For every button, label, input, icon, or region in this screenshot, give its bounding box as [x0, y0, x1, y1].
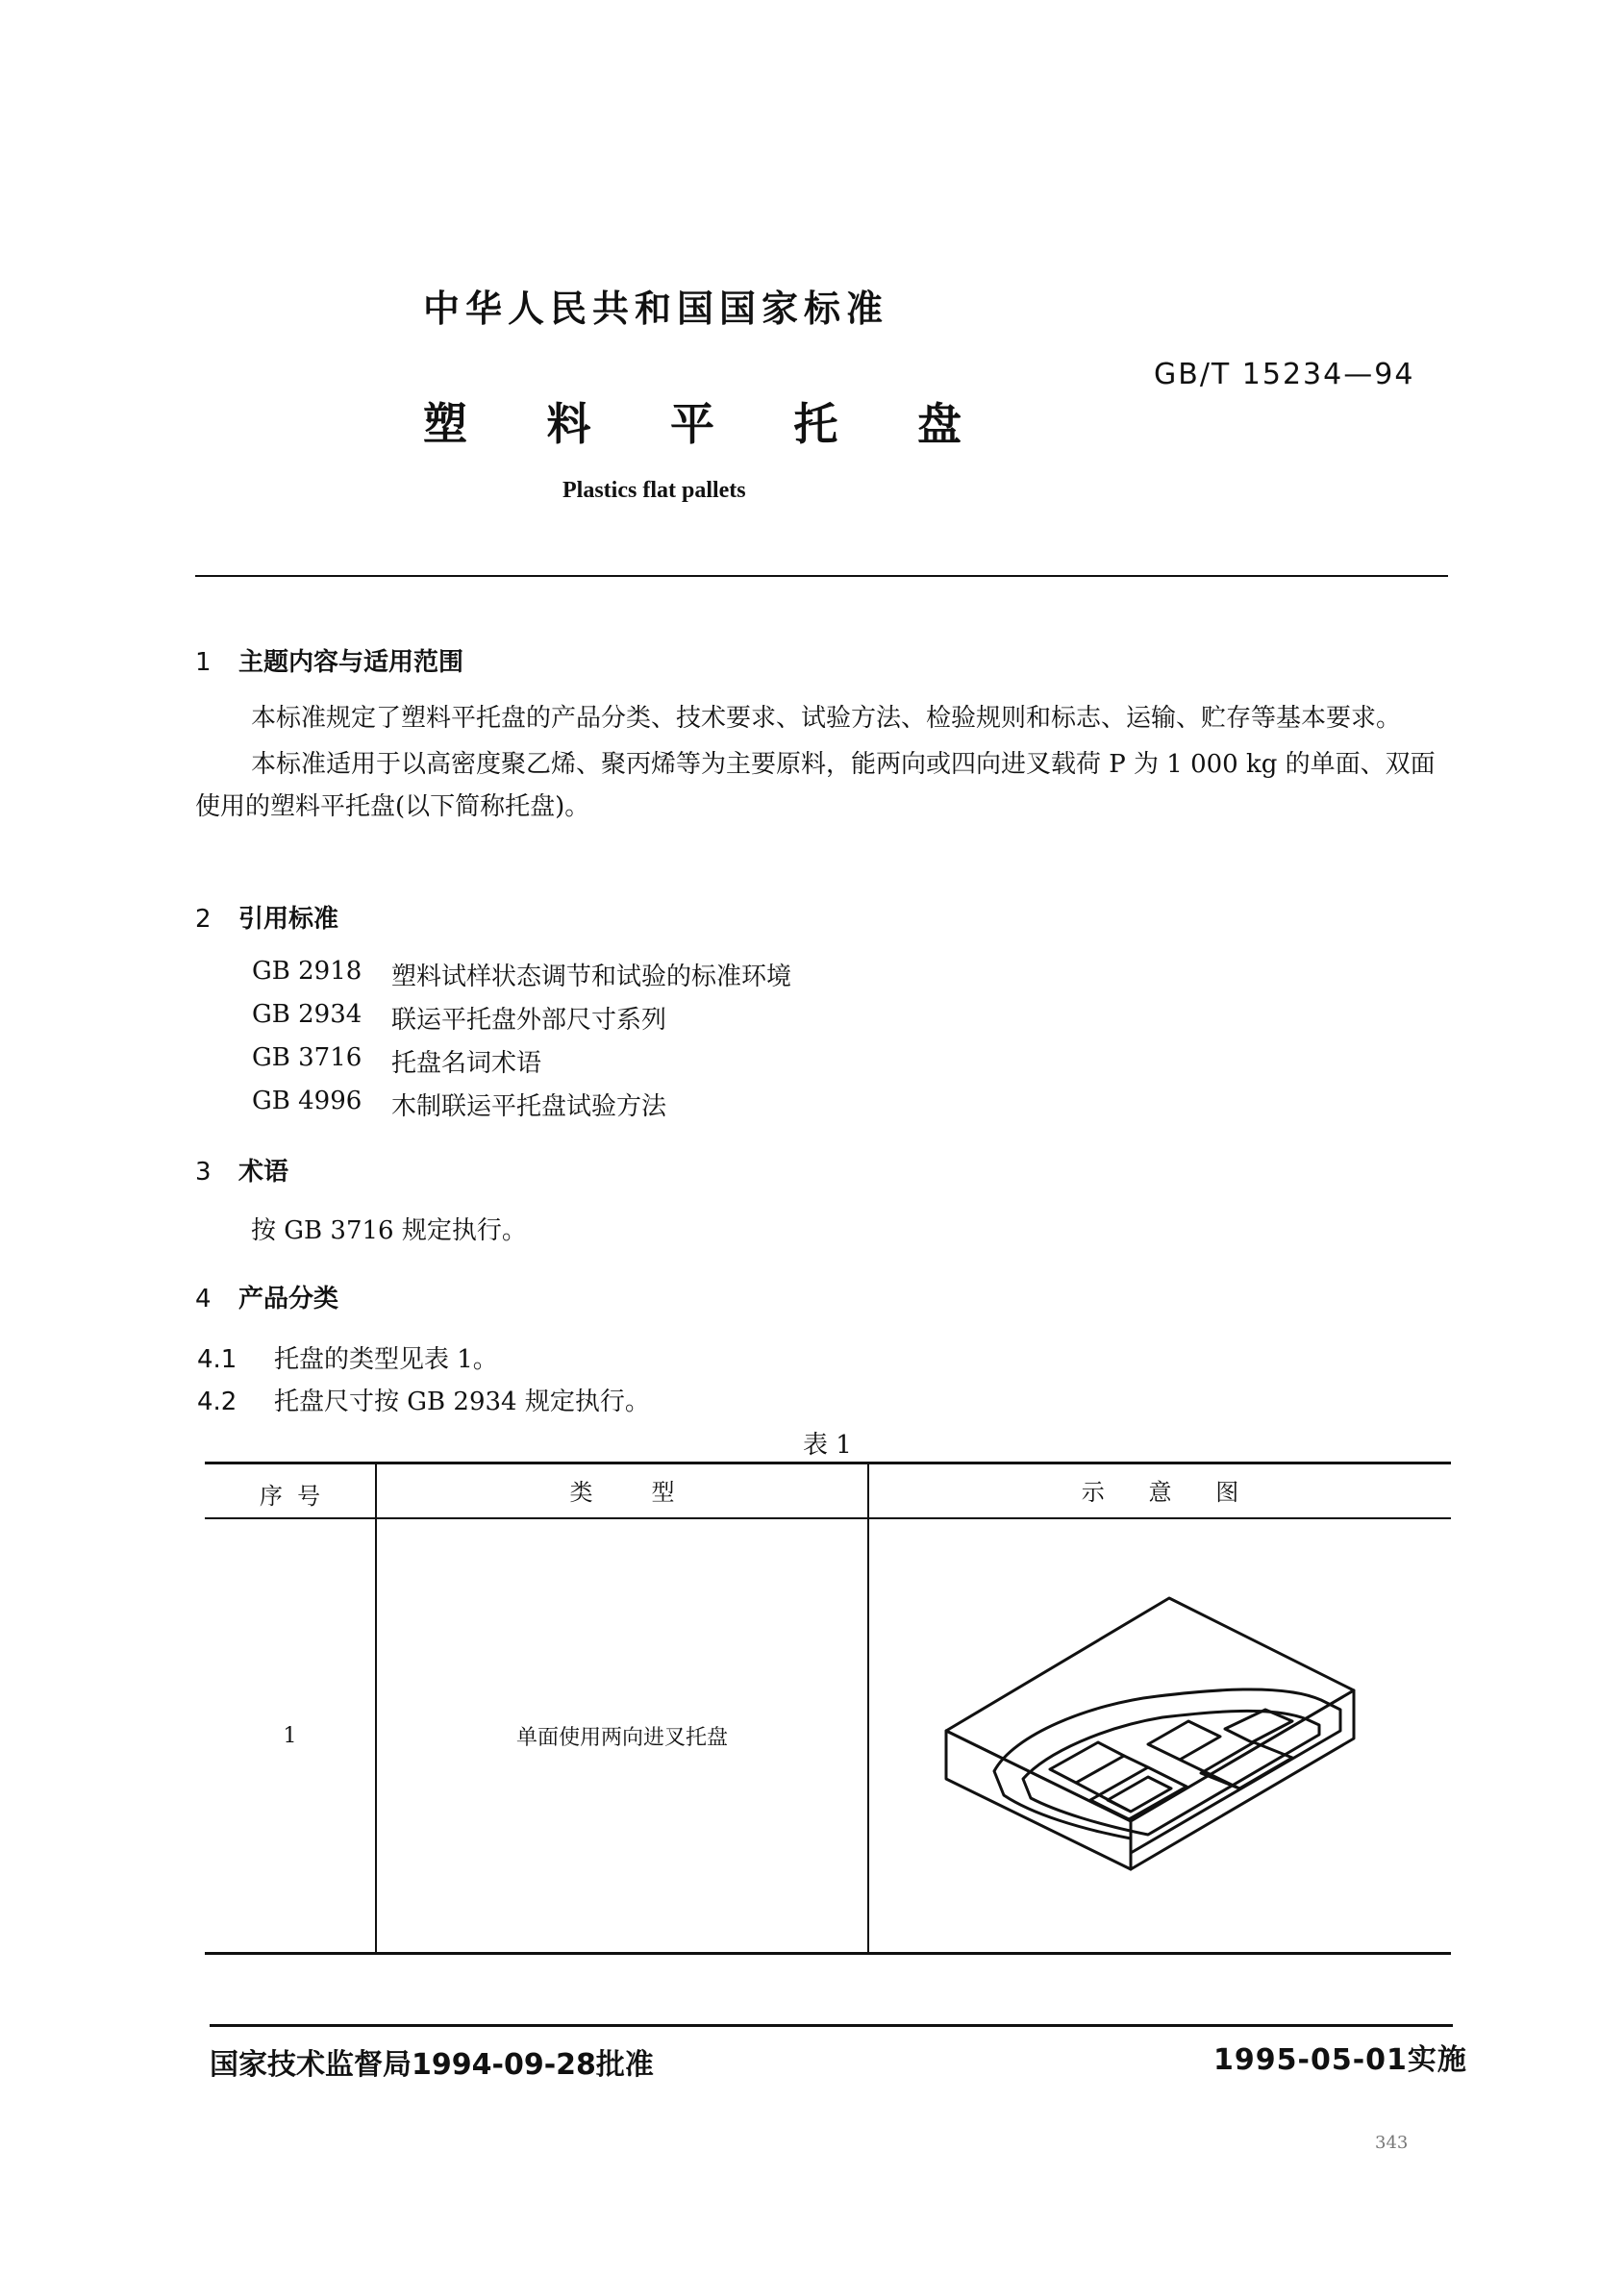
- title-char: 盘: [917, 398, 962, 450]
- paragraph: 本标准适用于以高密度聚乙烯、聚丙烯等为主要原料，能两向或四向进叉载荷 P 为 1 000 kg 的单面、双面使用的塑料平托盘(以下简称托盘)。: [195, 750, 1436, 821]
- paragraph: 本标准规定了塑料平托盘的产品分类、技术要求、试验方法、检验规则和标志、运输、贮存等基本要求。: [251, 704, 1402, 733]
- clause-number: 4.2: [197, 1388, 237, 1416]
- reference-name: 塑料试样状态调节和试验的标准环境: [391, 963, 792, 991]
- table-cell-seq: 1: [283, 1724, 297, 1748]
- section-number: 1: [195, 648, 212, 677]
- section-1-body: [195, 697, 1445, 828]
- title-char: 料: [546, 398, 591, 450]
- clause-4-2: [197, 1382, 650, 1417]
- section-title: 主题内容与适用范围: [238, 648, 464, 677]
- clause-4-1: [197, 1339, 498, 1375]
- section-number: 2: [195, 905, 212, 934]
- table-header-type: 类 型: [569, 1479, 675, 1506]
- clause-number: 4.1: [197, 1345, 237, 1374]
- section-title: 术语: [238, 1158, 289, 1187]
- issuing-body-title: 中华人民共和国国家标准: [423, 288, 889, 330]
- clause-text: 托盘的类型见表 1。: [274, 1345, 498, 1374]
- reference-code: GB 2918: [252, 957, 362, 986]
- table-top-rule: [205, 1462, 1451, 1464]
- footer-divider: [210, 2024, 1453, 2027]
- section-3-heading: [195, 1152, 288, 1188]
- reference-name: 托盘名词术语: [391, 1049, 542, 1078]
- reference-item: [252, 1043, 791, 1087]
- section-3-body: [195, 1210, 1445, 1252]
- title-char: 塑: [423, 398, 467, 450]
- standard-code: GB/T 15234—94: [1154, 358, 1415, 391]
- table-bottom-rule: [205, 1952, 1451, 1955]
- reference-item: [252, 1087, 791, 1130]
- table-header-diagram: 示 意 图: [1081, 1479, 1239, 1506]
- title-char: 托: [793, 398, 838, 450]
- section-number: 4: [195, 1285, 212, 1313]
- table-column-divider: [375, 1463, 377, 1952]
- section-4-heading: [195, 1279, 338, 1314]
- reference-code: GB 2934: [252, 1000, 362, 1029]
- section-title: 产品分类: [238, 1285, 339, 1313]
- section-1-heading: [195, 642, 463, 678]
- pallet-schematic-diagram: [869, 1521, 1451, 1950]
- reference-item: [252, 1000, 791, 1043]
- effective-date: 1995-05-01实施: [1213, 2043, 1467, 2077]
- document-title: [423, 389, 962, 453]
- table-header-rule: [205, 1517, 1451, 1519]
- section-title: 引用标准: [238, 905, 339, 934]
- clause-text: 托盘尺寸按 GB 2934 规定执行。: [274, 1388, 650, 1416]
- reference-code: GB 3716: [252, 1043, 362, 1072]
- section-2-heading: [195, 899, 338, 935]
- document-title-english: Plastics flat pallets: [562, 478, 746, 503]
- table-header-seq: 序 号: [259, 1483, 321, 1510]
- page-number: 343: [1375, 2133, 1409, 2153]
- reference-name: 联运平托盘外部尺寸系列: [391, 1006, 667, 1035]
- paragraph: 按 GB 3716 规定执行。: [251, 1216, 527, 1245]
- reference-name: 木制联运平托盘试验方法: [391, 1092, 667, 1121]
- section-number: 3: [195, 1158, 212, 1187]
- header-divider: [195, 575, 1448, 577]
- table-caption: 表 1: [803, 1431, 852, 1460]
- reference-list: [252, 957, 791, 1130]
- approval-info: 国家技术监督局1994-09-28批准: [210, 2048, 654, 2082]
- reference-item: [252, 957, 791, 1000]
- title-char: 平: [670, 398, 714, 450]
- table-cell-type: 单面使用两向进叉托盘: [515, 1726, 728, 1750]
- reference-code: GB 4996: [252, 1087, 362, 1115]
